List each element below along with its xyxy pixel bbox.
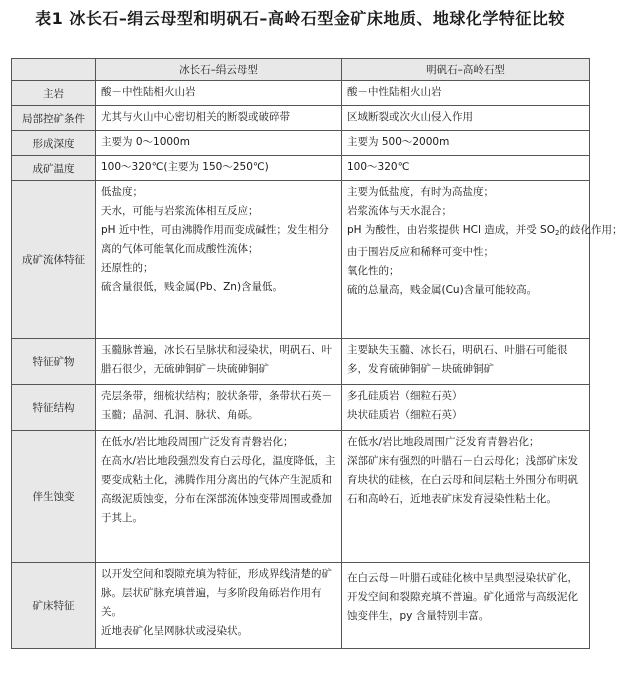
- table-row: [12, 106, 590, 131]
- cell-adularia: [96, 156, 342, 181]
- row-label: 矿床特征: [12, 563, 96, 649]
- cell-line: 主要为 500～2000m: [347, 136, 450, 148]
- row-label: 形成深度: [12, 131, 96, 156]
- cell-line: 在白云母－叶腊石或硅化核中呈典型浸染状矿化，开发空间和裂隙充填不普遍。矿化通常与高级泥化蚀变伴生，py 含量特别丰富。: [347, 572, 578, 622]
- cell-line: 主要缺失玉髓、冰长石，明矾石、叶腊石可能很多，发育硫砷铜矿－块硫砷铜矿: [347, 344, 568, 375]
- cell-line: 酸－中性陆相火山岩: [101, 86, 196, 98]
- cell-line: 100～320℃(主要为 150～250℃): [101, 161, 269, 173]
- cell-line: 近地表矿化呈网脉状或浸染状。: [101, 625, 248, 637]
- cell-line: 天水，可能与岩浆流体相互反应；: [101, 205, 259, 217]
- table-row: [12, 181, 590, 339]
- cell-line: 在低水/岩比地段周围广泛发育青磐岩化；: [347, 436, 540, 448]
- cell-adularia: [96, 339, 342, 385]
- table-title: 表1 冰长石–绢云母型和明矾石–高岭石型金矿床地质、地球化学特征比较: [35, 9, 565, 28]
- table-row: [12, 131, 590, 156]
- cell-alunite: [342, 431, 590, 563]
- row-label: 成矿温度: [12, 156, 96, 181]
- cell-line: 由于围岩反应和稀释可变中性；: [347, 246, 494, 258]
- column-header-alunite: 明矾石–高岭石型: [342, 59, 590, 81]
- text-run: 的歧化作用；: [559, 224, 622, 236]
- cell-line: 在高水/岩比地段强烈发育白云母化，温度降低，主要变成粘土化，沸腾作用分离出的气体产生泥质和高级泥质蚀变，分布在深部流体蚀变带周围或叠加于其上。: [101, 455, 336, 524]
- cell-line: 块状硅质岩（细粒石英）: [347, 409, 463, 421]
- cell-line: 玉髓脉普遍，冰长石呈脉状和浸染状，明矾石、叶腊石很少，无硫砷铜矿－块硫砷铜矿: [101, 344, 332, 375]
- cell-line: 还原性的；: [101, 262, 154, 274]
- table-row: [12, 431, 590, 563]
- cell-line: pH 近中性，可由沸腾作用而变成碱性；发生相分离的气体可能氧化而成酸性流体；: [101, 224, 329, 255]
- cell-alunite: [342, 563, 590, 649]
- table-row: [12, 563, 590, 649]
- cell-line: 深部矿床有强烈的叶腊石－白云母化；浅部矿床发育块状的硅核，在白云母和间层粘土外围分布明矾石和高岭石，近地表矿床发育浸染性粘土化。: [347, 455, 578, 505]
- cell-line: 壳层条带，细梳状结构；胶状条带，条带状石英－玉髓；晶洞、孔洞、脉状、角砾。: [101, 390, 332, 421]
- cell-alunite: [342, 81, 590, 106]
- table-row: [12, 385, 590, 431]
- column-header-adularia: 冰长石–绢云母型: [96, 59, 342, 81]
- table-row: [12, 156, 590, 181]
- row-label: 伴生蚀变: [12, 431, 96, 563]
- cell-alunite: [342, 339, 590, 385]
- cell-line: 低盐度；: [101, 186, 143, 198]
- comparison-table: [11, 58, 622, 649]
- cell-alunite: [342, 106, 590, 131]
- cell-line: 氧化性的；: [347, 265, 400, 277]
- cell-adularia: [96, 385, 342, 431]
- cell-line: 酸－中性陆相火山岩: [347, 86, 442, 98]
- cell-line: 多孔硅质岩（细粒石英）: [347, 390, 463, 402]
- cell-adularia: [96, 81, 342, 106]
- cell-adularia: [96, 563, 342, 649]
- cell-line: 主要为 0～1000m: [101, 136, 190, 148]
- cell-alunite: [342, 156, 590, 181]
- table-row: [12, 81, 590, 106]
- row-label: 局部控矿条件: [12, 106, 96, 131]
- table-row: [12, 339, 590, 385]
- row-label: 特征结构: [12, 385, 96, 431]
- cell-line: 主要为低盐度，有时为高盐度；: [347, 186, 494, 198]
- cell-alunite: [342, 385, 590, 431]
- row-label: 特征矿物: [12, 339, 96, 385]
- text-run: pH 为酸性，由岩浆提供 HCl 造成，并受 SO: [347, 224, 555, 236]
- subscript: 2: [555, 229, 560, 237]
- cell-line: 岩浆流体与天水混合；: [347, 205, 452, 217]
- cell-line: 以开发空间和裂隙充填为特征，形成界线清楚的矿脉。层状矿脉充填普遍，与多阶段角砾岩作用有关。: [101, 568, 332, 618]
- cell-line: 在低水/岩比地段周围广泛发育青磐岩化；: [101, 436, 294, 448]
- cell-line: 区域断裂或次火山侵入作用: [347, 111, 473, 123]
- table-header-row: [12, 59, 590, 81]
- row-label: 主岩: [12, 81, 96, 106]
- cell-alunite: [342, 131, 590, 156]
- cell-line: 硫含量很低，贱金属(Pb、Zn)含量低。: [101, 281, 284, 293]
- cell-adularia: [96, 106, 342, 131]
- cell-line: 尤其与火山中心密切相关的断裂或破碎带: [101, 111, 290, 123]
- cell-line: 硫的总量高，贱金属(Cu)含量可能较高。: [347, 284, 538, 296]
- cell-alunite: [342, 181, 622, 339]
- header-corner: [12, 59, 96, 81]
- cell-line: 100～320℃: [347, 161, 410, 173]
- cell-adularia: [96, 431, 342, 563]
- cell-adularia: [96, 181, 342, 339]
- row-label: 成矿流体特征: [12, 181, 96, 339]
- cell-line: [347, 221, 622, 243]
- cell-adularia: [96, 131, 342, 156]
